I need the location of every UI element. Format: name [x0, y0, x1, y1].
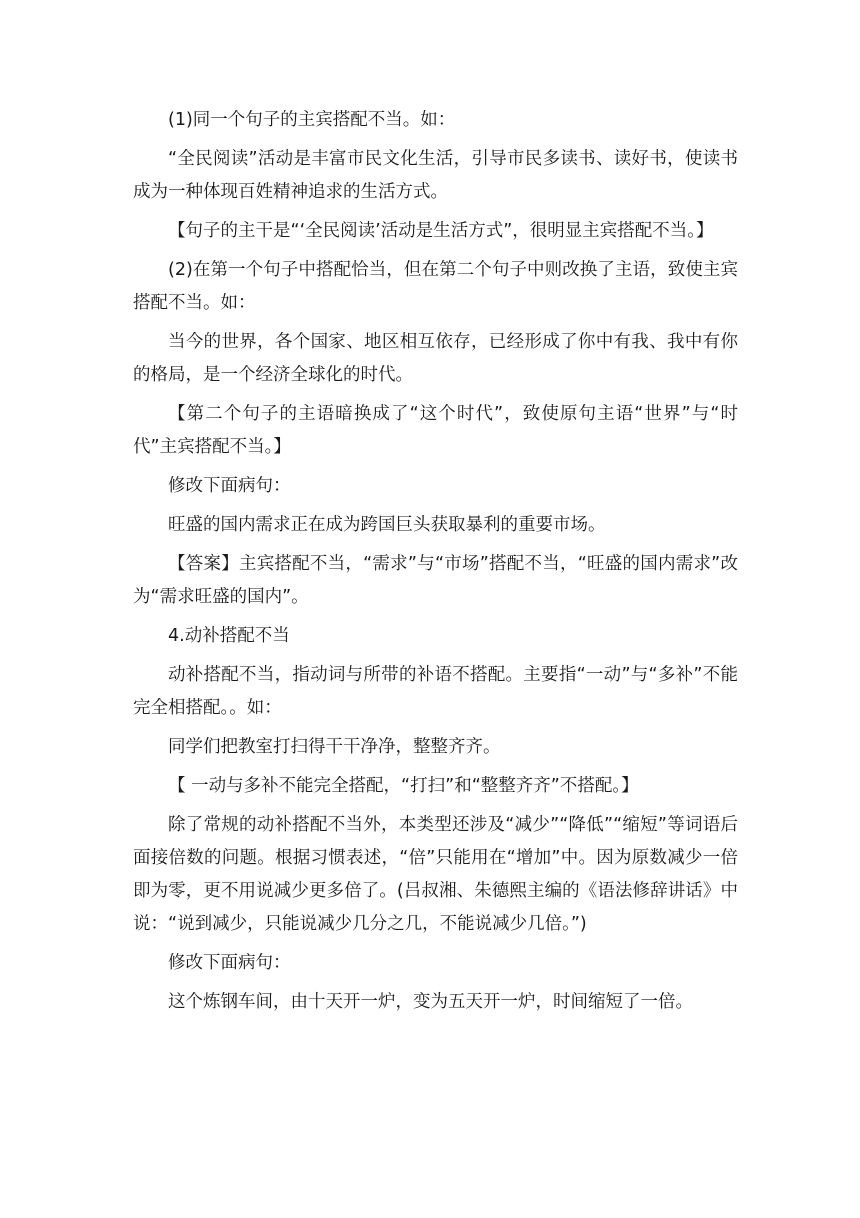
document-body: [133, 104, 738, 1025]
paragraph-2: “全民阅读”活动是丰富市民文化生活，引导市民多读书、读好书，使读书成为一种体现百姓精神追求的生活方式。: [133, 149, 738, 202]
paragraph-5: 当今的世界，各个国家、地区相互依存，已经形成了你中有我、我中有你的格局，是一个经济全球化的时代。: [133, 332, 738, 385]
paragraph-9: 【答案】主宾搭配不当，“需求”与“市场”搭配不当，“旺盛的国内需求”改为“需求旺盛的国内”。: [133, 554, 738, 607]
paragraph-1: (1)同一个句子的主宾搭配不当。如：: [168, 110, 456, 130]
paragraph-8: 旺盛的国内需求正在成为跨国巨头获取暴利的重要市场。: [168, 515, 606, 535]
section-heading: 4.动补搭配不当: [168, 626, 290, 646]
paragraph-14: 除了常规的动补搭配不当外，本类型还涉及“减少”“降低”“缩短”等词语后面接倍数的问题。根据习惯表述，“倍”只能用在“增加”中。因为原数减少一倍即为零，更不用说减少更多倍了。(吕叔湘、朱德熙主编的《语法修辞讲话》中说：“说到减少，只能说减少几分之几，不能说减少几倍。”): [133, 815, 738, 934]
paragraph-11: 动补搭配不当，指动词与所带的补语不搭配。主要指“一动”与“多补”不能完全相搭配。。如：: [133, 665, 738, 718]
paragraph-13: 【 一动与多补不能完全搭配，“打扫”和“整整齐齐”不搭配。】: [168, 776, 639, 796]
paragraph-16: 这个炼钢车间，由十天开一炉，变为五天开一炉，时间缩短了一倍。: [168, 992, 693, 1012]
paragraph-15: 修改下面病句：: [168, 953, 291, 973]
paragraph-12: 同学们把教室打扫得干干净净，整整齐齐。: [168, 737, 501, 757]
paragraph-6: 【第二个句子的主语暗换成了“这个时代”，致使原句主语“世界”与“时代”主宾搭配不当。】: [133, 404, 738, 457]
paragraph-4: (2)在第一个句子中搭配恰当，但在第二个句子中则改换了主语，致使主宾搭配不当。如：: [133, 260, 738, 313]
paragraph-7: 修改下面病句：: [168, 476, 291, 496]
paragraph-3: 【句子的主干是“‘全民阅读’活动是生活方式”，很明显主宾搭配不当。】: [168, 221, 714, 241]
